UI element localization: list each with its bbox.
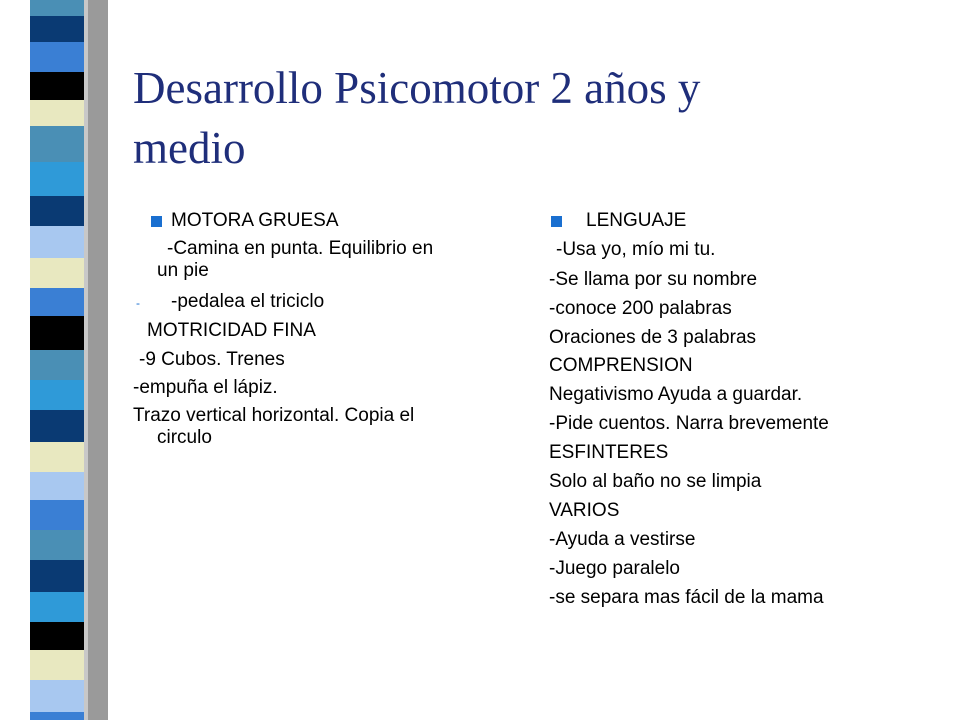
list-item: ESFINTERES [549, 442, 669, 463]
list-item: -9 Cubos. Trenes [139, 349, 285, 370]
list-item: -Juego paralelo [549, 558, 680, 579]
stripe-block [30, 162, 84, 196]
stripe-block [30, 560, 84, 592]
section-heading-motora-gruesa: MOTORA GRUESA [171, 210, 339, 231]
list-item: Solo al baño no se limpia [549, 471, 762, 492]
stripe-block [30, 442, 84, 472]
stripe-block [30, 650, 84, 680]
stripe-block [30, 380, 84, 410]
stripe-block [30, 288, 84, 316]
stripe-block [30, 0, 84, 16]
stripe-block [30, 410, 84, 442]
stripe-block [30, 680, 84, 712]
stripe-block [30, 226, 84, 258]
stripe-block [30, 530, 84, 560]
list-item: -Ayuda a vestirse [549, 529, 696, 550]
stripe-block [30, 258, 84, 288]
stripe-block [30, 126, 84, 162]
dash-bullet-icon: - [136, 296, 140, 310]
stripe-block [30, 500, 84, 530]
stripe-block [30, 592, 84, 622]
slide-title [133, 58, 933, 178]
stripe-block [30, 196, 84, 226]
list-item: -Camina en punta. Equilibrio en [167, 238, 434, 259]
stripe-block [30, 72, 84, 100]
list-item: Oraciones de 3 palabras [549, 327, 757, 348]
stripe-block [30, 622, 84, 650]
list-item: -Pide cuentos. Narra brevemente [549, 413, 829, 434]
stripe-block [30, 350, 84, 380]
list-item: un pie [157, 260, 209, 281]
list-item: MOTRICIDAD FINA [147, 320, 316, 341]
stripe-block [30, 472, 84, 500]
stripe-block [30, 100, 84, 126]
list-item: VARIOS [549, 500, 620, 521]
slide-title-line-1: Desarrollo Psicomotor 2 años y [133, 63, 701, 113]
list-item: COMPRENSION [549, 355, 693, 376]
list-item: -empuña el lápiz. [133, 377, 278, 398]
slide-title-line-2: medio [133, 123, 246, 173]
stripe-block [30, 316, 84, 350]
list-item: -conoce 200 palabras [549, 298, 732, 319]
list-item: circulo [157, 427, 212, 448]
stripe-block [30, 16, 84, 42]
square-bullet-icon [551, 216, 562, 227]
list-item: -pedalea el triciclo [171, 291, 325, 312]
stripe-block [30, 712, 84, 720]
list-item: Trazo vertical horizontal. Copia el [133, 405, 415, 426]
list-item: -Usa yo, mío mi tu. [556, 239, 716, 260]
list-item: Negativismo Ayuda a guardar. [549, 384, 803, 405]
section-heading-lenguaje: LENGUAJE [586, 210, 687, 231]
square-bullet-icon [151, 216, 162, 227]
stripe-block [30, 42, 84, 72]
list-item: -Se llama por su nombre [549, 269, 758, 290]
decorative-stripe-bar [0, 0, 110, 720]
list-item: -se separa mas fácil de la mama [549, 587, 824, 608]
